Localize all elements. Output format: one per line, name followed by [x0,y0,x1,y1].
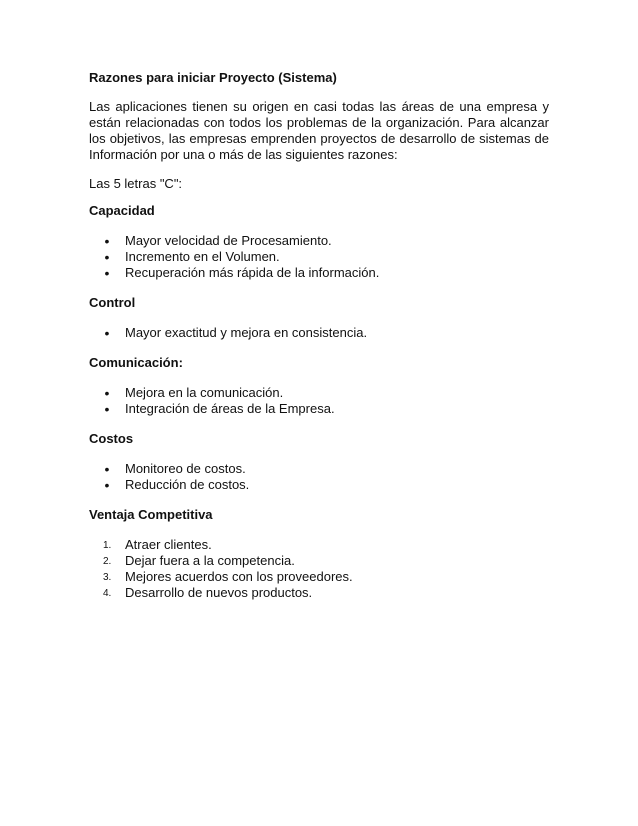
list-item-text: Mayor exactitud y mejora en consistencia. [125,325,368,340]
list-item [89,553,549,569]
bullet-icon: • [104,233,110,249]
bullet-icon: • [104,461,110,477]
list-item-text: Incremento en el Volumen. [125,249,280,264]
bullet-icon: • [104,385,110,401]
list-item-text: Recuperación más rápida de la información. [125,265,380,280]
list-item [89,401,549,417]
section-costos [89,431,549,493]
list-item [89,249,549,265]
list-item-text: Mejores acuerdos con los proveedores. [125,569,353,584]
list-item-text: Mejora en la comunicación. [125,385,284,400]
list-item-text: Reducción de costos. [125,477,250,492]
bullet-icon: • [104,265,110,281]
section-heading: Costos [89,431,134,446]
list-item [89,325,549,341]
list-item-text: Desarrollo de nuevos productos. [125,585,313,600]
bullet-icon: • [104,249,110,265]
list-item [89,569,549,585]
numbered-list [89,537,549,601]
section-heading: Control [89,295,136,310]
bullet-list [89,385,549,417]
bullet-icon: • [104,477,110,493]
bullet-list [89,461,549,493]
section-capacidad [89,203,549,281]
list-item [89,537,549,553]
lead-text: Las 5 letras "C": [89,176,183,191]
list-item [89,385,549,401]
list-item-text: Atraer clientes. [125,537,212,552]
section-control [89,295,549,341]
bullet-icon: • [104,325,110,341]
list-number: 1. [103,540,112,551]
list-item-text: Monitoreo de costos. [125,461,246,476]
section-ventaja-competitiva [89,507,549,601]
list-item [89,461,549,477]
document-title: Razones para iniciar Proyecto (Sistema) [89,70,337,85]
bullet-list [89,325,549,341]
list-number: 4. [103,588,112,599]
section-heading: Ventaja Competitiva [89,507,213,522]
section-heading: Capacidad [89,203,155,218]
list-item [89,477,549,493]
bullet-list [89,233,549,281]
list-item [89,265,549,281]
intro-paragraph: Las aplicaciones tienen su origen en casi todas las áreas de una empresa y están relacionadas con todos los problemas de la organización. Para alcanzar los objetivos, las empresas emprenden proyectos de desarrollo de sistemas de Información por una o más de las siguientes razones: [89,99,549,162]
list-number: 2. [103,556,112,567]
list-item-text: Dejar fuera a la competencia. [125,553,295,568]
section-comunicacion [89,355,549,417]
list-item [89,233,549,249]
list-item-text: Integración de áreas de la Empresa. [125,401,335,416]
section-heading: Comunicación: [89,355,183,370]
bullet-icon: • [104,401,110,417]
list-number: 3. [103,572,112,583]
list-item-text: Mayor velocidad de Procesamiento. [125,233,332,248]
list-item [89,585,549,601]
document-page [89,70,549,615]
